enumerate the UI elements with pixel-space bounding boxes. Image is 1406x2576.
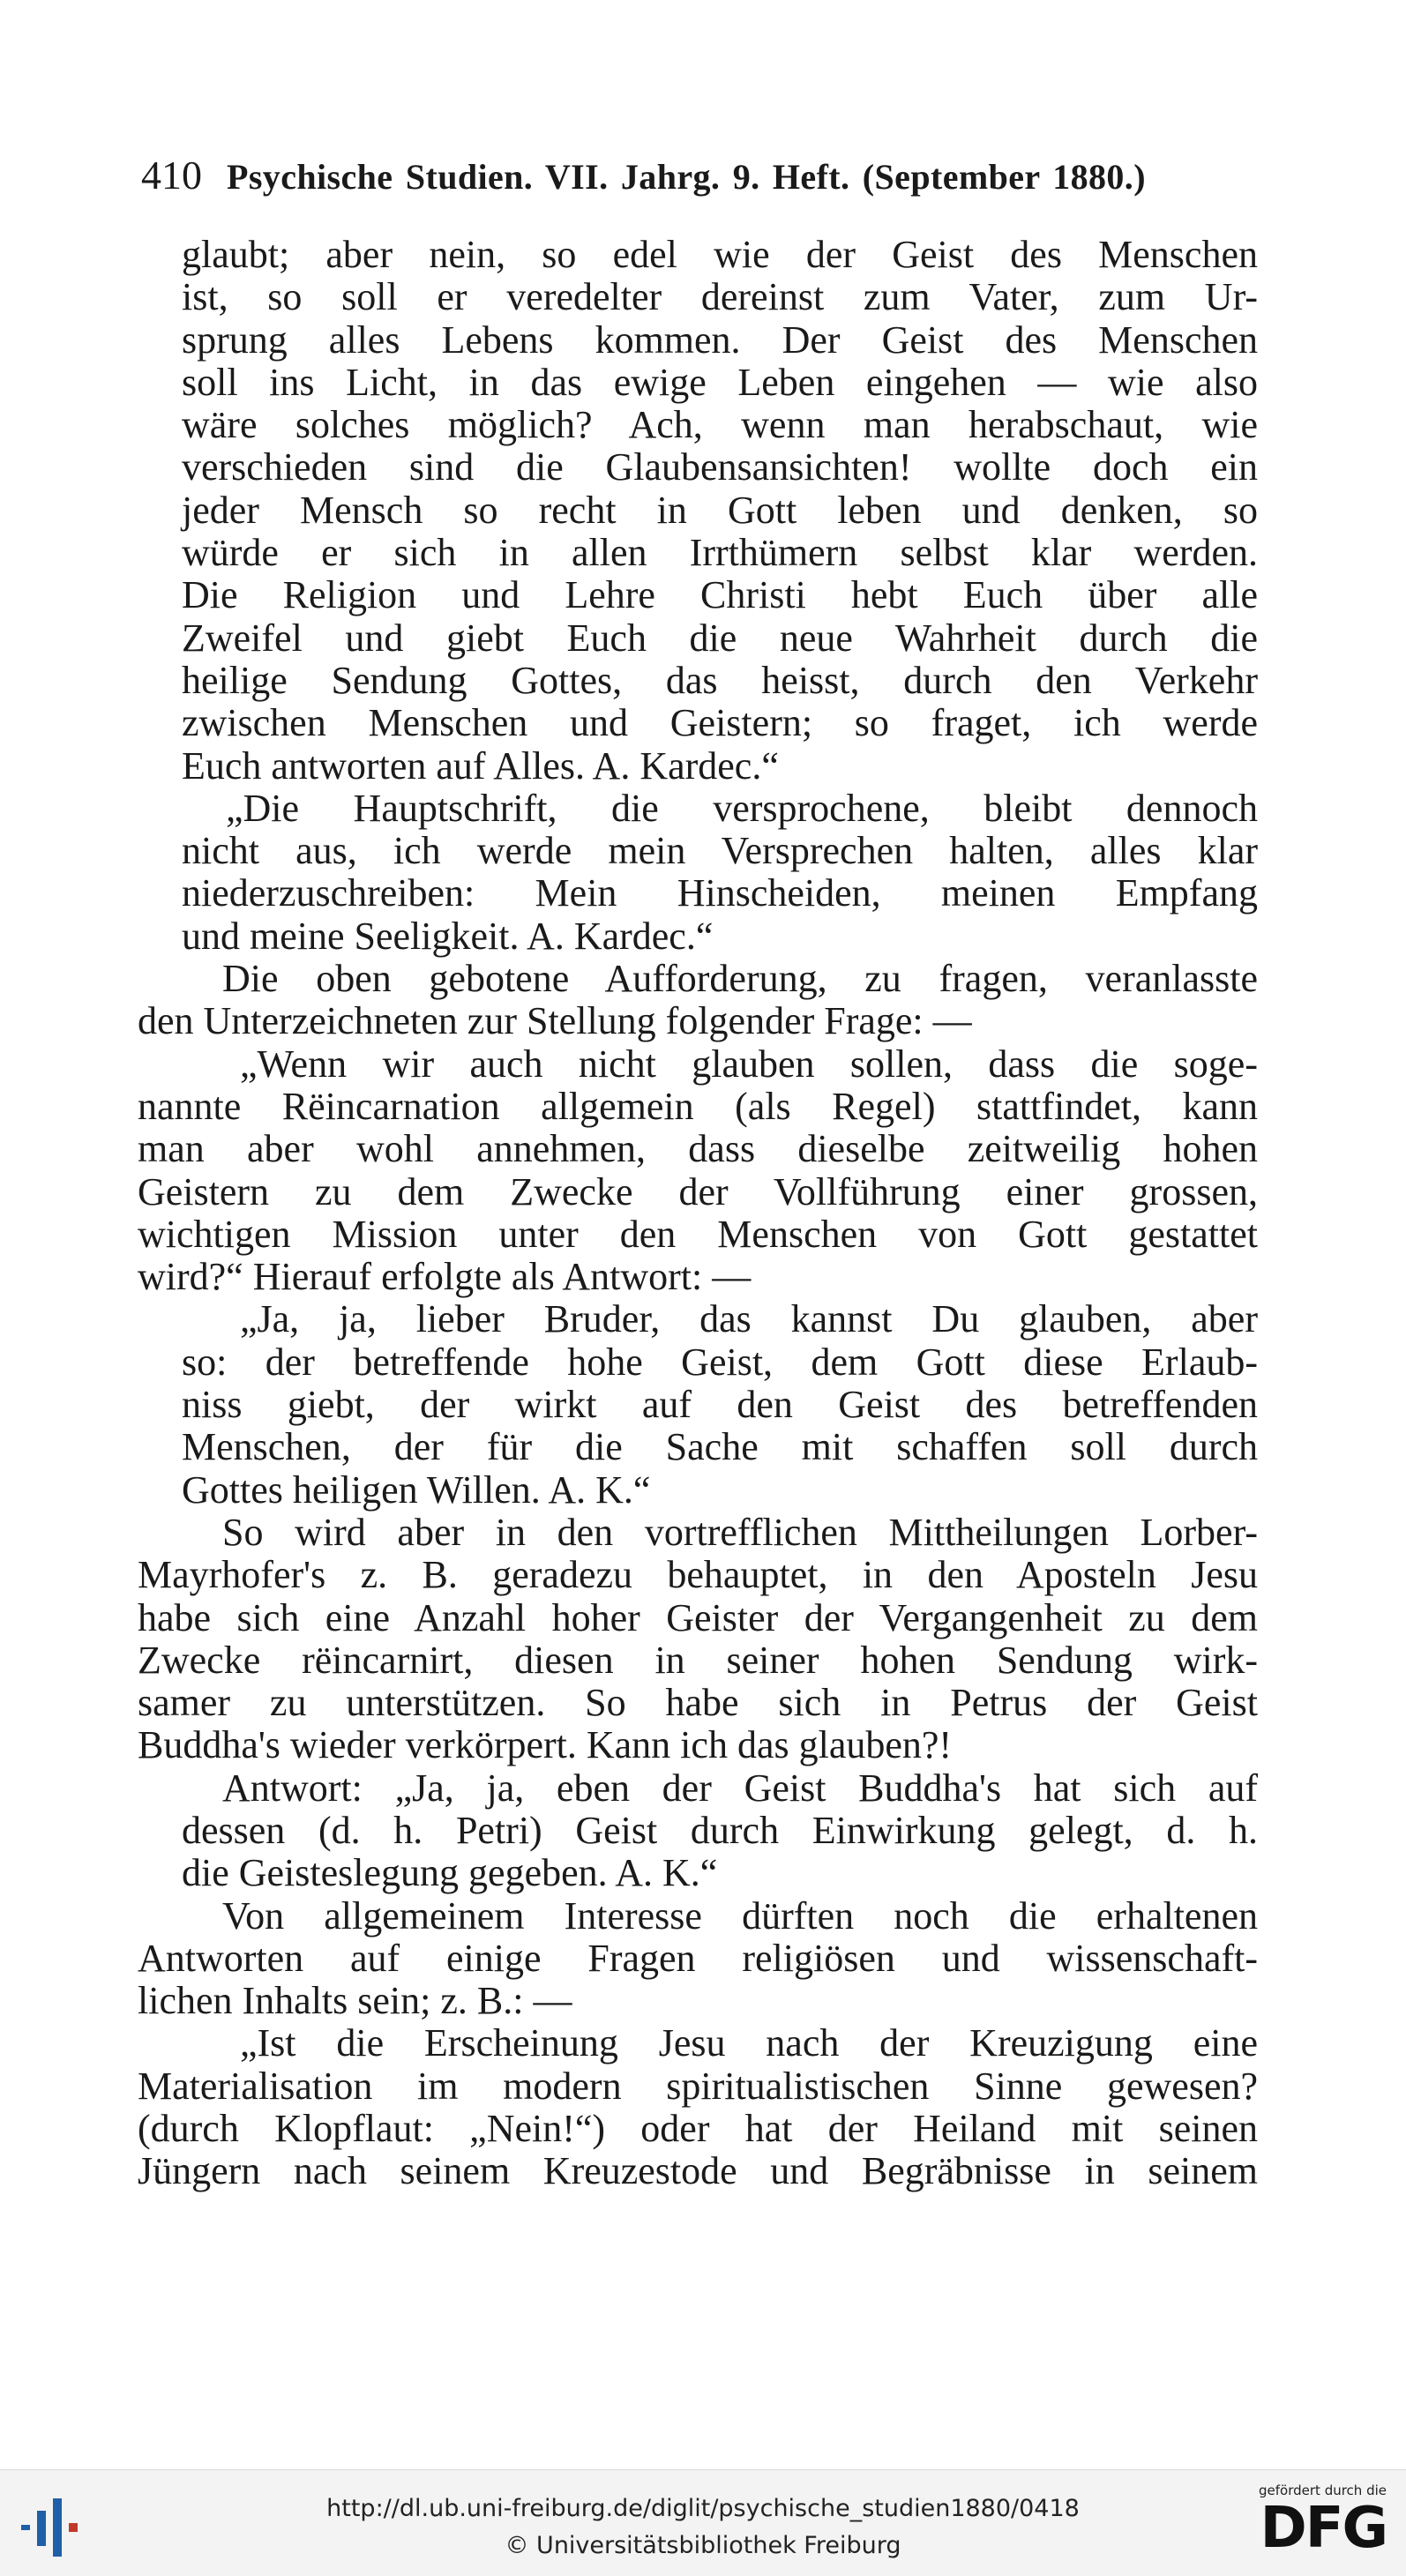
text-line: Die oben gebotene Aufforderung, zu fragen, veranlasste — [222, 957, 1258, 1001]
text-line: „Die Hauptschrift, die versprochene, bleibt dennoch — [226, 786, 1258, 830]
dfg-caption: gefördert durch die — [1259, 2483, 1387, 2498]
text-line: Mayrhofer's z. B. geradezu behauptet, in den Aposteln Jesu — [138, 1553, 1258, 1597]
text-line: Antwort: „Ja, ja, eben der Geist Buddha's hat sich auf — [222, 1766, 1258, 1810]
text-line: (durch Klopflaut: „Nein!“) oder hat der Heiland mit seinen — [138, 2107, 1258, 2151]
text-line: So wird aber in den vortrefflichen Mittheilungen Lorber- — [222, 1510, 1258, 1554]
text-line: sprung alles Lebens kommen. Der Geist des Menschen — [182, 317, 1258, 362]
text-line: niederzuschreiben: Mein Hinscheiden, meinen Empfang — [182, 871, 1258, 915]
permalink-url[interactable]: http://dl.ub.uni-freiburg.de/diglit/psychische_studien1880/0418 — [326, 2495, 1080, 2522]
text-line: man aber wohl annehmen, dass dieselbe zeitweilig hohen — [138, 1127, 1258, 1171]
text-line: die Geisteslegung gegeben. A. K.“ — [182, 1851, 718, 1895]
text-line: soll ins Licht, in das ewige Leben eingehen — wie also — [182, 360, 1258, 404]
page-header — [141, 152, 1244, 205]
text-line: nannte Rëincarnation allgemein (als Regel) stattfindet, kann — [138, 1084, 1258, 1128]
text-line: wäre solches möglich? Ach, wenn man herabschaut, wie — [182, 403, 1258, 447]
text-line: dessen (d. h. Petri) Geist durch Einwirkung gelegt, d. h. — [182, 1808, 1258, 1852]
text-line: Zwecke rëincarnirt, diesen in seiner hohen Sendung wirk- — [138, 1638, 1258, 1682]
running-head: Psychische Studien. VII. Jahrg. 9. Heft. (September 1880.) — [227, 157, 1146, 197]
text-line: Gottes heiligen Willen. A. K.“ — [182, 1467, 651, 1512]
text-line: Euch antworten auf Alles. A. Kardec.“ — [182, 743, 779, 788]
text-line: Die Religion und Lehre Christi hebt Euch über alle — [182, 573, 1258, 617]
viewer-footer — [0, 2469, 1406, 2576]
text-line: Von allgemeinem Interesse dürften noch die erhaltenen — [222, 1893, 1258, 1938]
text-line: Zweifel und giebt Euch die neue Wahrheit durch die — [182, 616, 1258, 660]
text-line: lichen Inhalts sein; z. B.: — — [138, 1979, 572, 2023]
text-line: verschieden sind die Glaubensansichten! wollte doch ein — [182, 445, 1258, 489]
text-line: und meine Seeligkeit. A. Kardec.“ — [182, 914, 714, 958]
text-line: so: der betreffende hohe Geist, dem Gott diese Erlaub- — [182, 1340, 1258, 1384]
text-line: Menschen, der für die Sache mit schaffen soll durch — [182, 1425, 1258, 1469]
text-line: den Unterzeichneten zur Stellung folgender Frage: — — [138, 999, 972, 1043]
text-line: „Wenn wir auch nicht glauben sollen, dass die soge- — [240, 1042, 1258, 1086]
text-line: nicht aus, ich werde mein Versprechen halten, alles klar — [182, 829, 1258, 873]
text-line: Buddha's wieder verkörpert. Kann ich das glauben?! — [138, 1723, 953, 1767]
text-line: habe sich eine Anzahl hoher Geister der Vergangenheit zu dem — [138, 1595, 1258, 1639]
text-line: wird?“ Hierauf erfolgte als Antwort: — — [138, 1255, 752, 1299]
text-line: Antworten auf einige Fragen religiösen und wissenschaft- — [138, 1936, 1258, 1980]
page-body-text — [138, 234, 1258, 2193]
text-line: niss giebt, der wirkt auf den Geist des betreffenden — [182, 1383, 1258, 1427]
text-line: wichtigen Mission unter den Menschen von Gott gestattet — [138, 1212, 1258, 1256]
text-line: glaubt; aber nein, so edel wie der Geist des Menschen — [182, 233, 1258, 276]
copyright-notice: © Universitätsbibliothek Freiburg — [505, 2532, 901, 2559]
text-line: Geistern zu dem Zwecke der Vollführung einer grossen, — [138, 1169, 1258, 1213]
text-line: zwischen Menschen und Geistern; so fraget, ich werde — [182, 701, 1258, 745]
text-line: „Ja, ja, lieber Bruder, das kannst Du glauben, aber — [240, 1297, 1258, 1341]
dfg-logo-text: DFG — [1260, 2496, 1387, 2561]
text-line: „Ist die Erscheinung Jesu nach der Kreuzigung eine — [240, 2021, 1258, 2065]
text-line: heilige Sendung Gottes, das heisst, durch den Verkehr — [182, 658, 1258, 702]
text-line: ist, so soll er veredelter dereinst zum Vater, zum Ur- — [182, 275, 1258, 319]
text-line: würde er sich in allen Irrthümern selbst klar werden. — [182, 531, 1258, 575]
text-line: Materialisation im modern spiritualistischen Sinne gewesen? — [138, 2064, 1258, 2108]
text-line: jeder Mensch so recht in Gott leben und denken, so — [182, 488, 1258, 532]
page-number: 410 — [141, 153, 202, 198]
text-line: samer zu unterstützen. So habe sich in Petrus der Geist — [138, 1681, 1258, 1725]
text-line: Jüngern nach seinem Kreuzestode und Begräbnisse in seinem — [138, 2149, 1258, 2193]
dfg-funding-logo — [1237, 2483, 1387, 2571]
